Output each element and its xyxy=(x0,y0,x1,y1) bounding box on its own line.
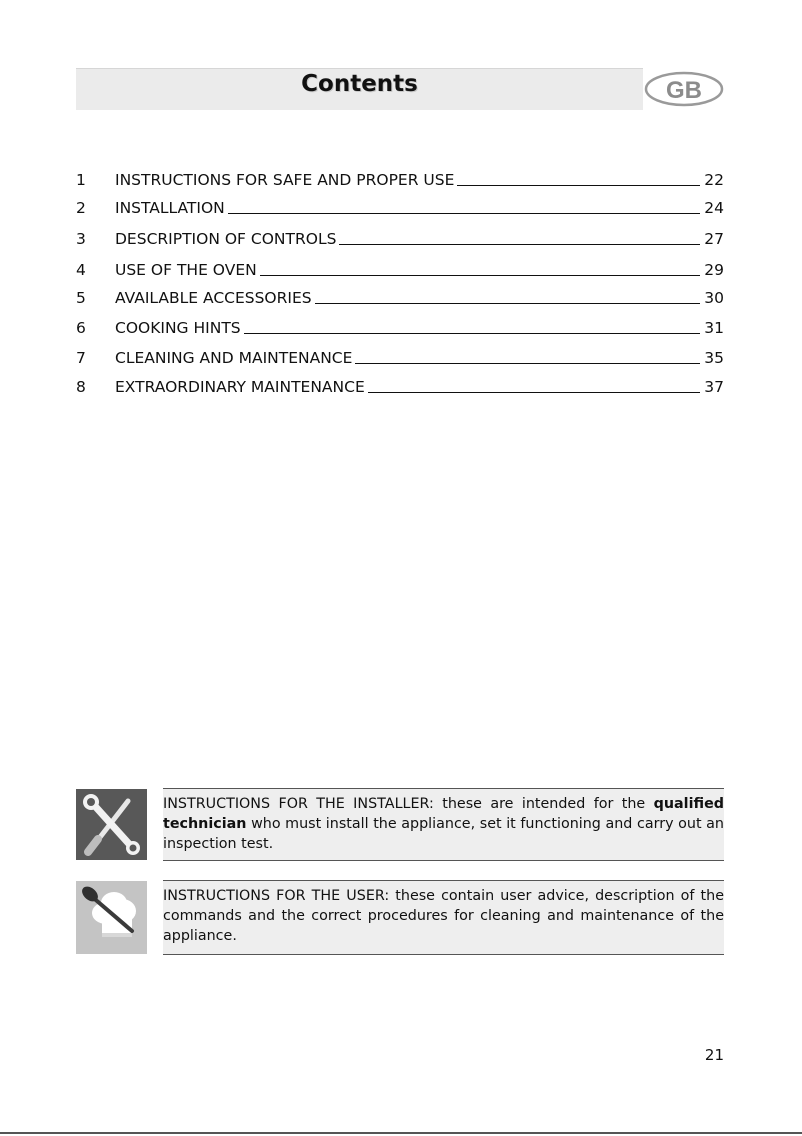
toc-number: 3 xyxy=(76,230,86,248)
toc-title: AVAILABLE ACCESSORIES xyxy=(115,289,312,307)
toc-page: 35 xyxy=(704,349,724,367)
toc-row[interactable] xyxy=(76,168,724,190)
toc-number: 6 xyxy=(76,319,86,337)
toc-page: 30 xyxy=(704,289,724,307)
page-number: 21 xyxy=(704,1046,724,1064)
toc-leader xyxy=(355,362,700,364)
installer-text-1: : these are intended for the xyxy=(429,796,654,812)
installer-text-2: who must install the appliance, set it functioning and carry out an inspection test. xyxy=(163,816,724,852)
toc-page: 29 xyxy=(704,261,724,279)
page-title: Contents xyxy=(301,71,418,97)
toc-row[interactable] xyxy=(76,375,724,397)
toc-page: 37 xyxy=(704,378,724,396)
toc-leader xyxy=(368,391,700,393)
toc-number: 8 xyxy=(76,378,86,396)
toc-row[interactable] xyxy=(76,258,724,280)
toc-row[interactable] xyxy=(76,286,724,308)
tools-icon xyxy=(76,789,147,860)
toc-row[interactable] xyxy=(76,316,724,338)
toc-leader xyxy=(457,184,700,186)
toc-row[interactable] xyxy=(76,346,724,368)
toc-title: INSTALLATION xyxy=(115,199,225,217)
user-info-panel xyxy=(163,880,724,955)
chef-spoon-icon xyxy=(76,881,147,954)
toc-title: DESCRIPTION OF CONTROLS xyxy=(115,230,337,248)
installer-info-block xyxy=(76,788,724,861)
gb-language-badge xyxy=(643,68,725,109)
toc-title: INSTRUCTIONS FOR SAFE AND PROPER USE xyxy=(115,171,455,189)
gb-badge-label: GB xyxy=(666,77,702,104)
toc-title: USE OF THE OVEN xyxy=(115,261,257,279)
toc-page: 31 xyxy=(704,319,724,337)
toc-row[interactable] xyxy=(76,196,724,218)
toc-row[interactable] xyxy=(76,227,724,249)
toc-leader xyxy=(244,332,700,334)
toc-page: 22 xyxy=(704,171,724,189)
toc-page: 24 xyxy=(704,199,724,217)
toc-title: COOKING HINTS xyxy=(115,319,241,337)
toc-title: CLEANING AND MAINTENANCE xyxy=(115,349,353,367)
toc-leader xyxy=(260,274,700,276)
toc-number: 1 xyxy=(76,171,86,189)
gb-badge-icon xyxy=(643,68,725,109)
user-info-block xyxy=(76,880,724,955)
installer-info-text xyxy=(163,794,724,854)
toc-leader xyxy=(228,212,700,214)
user-info-text xyxy=(163,886,724,946)
toc-leader xyxy=(315,302,700,304)
toc-number: 4 xyxy=(76,261,86,279)
user-text: : these contain user advice, description of the commands and the correct procedures for cleaning and maintenance of the appliance. xyxy=(163,888,725,944)
installer-lead: INSTRUCTIONS FOR THE INSTALLER xyxy=(163,796,430,812)
toc-title: EXTRAORDINARY MAINTENANCE xyxy=(115,378,365,396)
bottom-divider xyxy=(0,1132,802,1134)
user-lead: INSTRUCTIONS FOR THE USER xyxy=(163,888,385,904)
toc-leader xyxy=(339,243,700,245)
toc-number: 2 xyxy=(76,199,86,217)
toc-page: 27 xyxy=(704,230,724,248)
qualified-technician-emphasis: qualified technician xyxy=(163,796,724,832)
toc-number: 5 xyxy=(76,289,86,307)
toc-number: 7 xyxy=(76,349,86,367)
installer-info-panel xyxy=(163,788,724,861)
